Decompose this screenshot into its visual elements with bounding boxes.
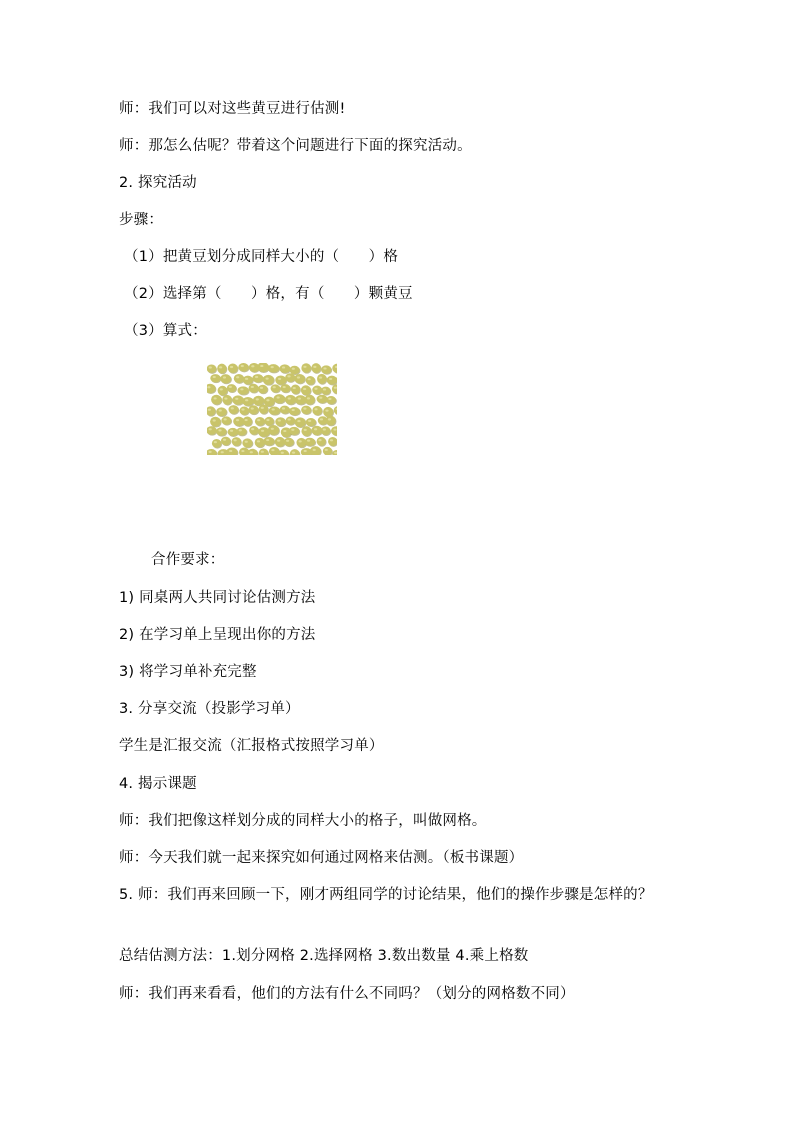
bean-highlight [229,450,232,452]
bean-highlight [214,441,217,443]
soybean [295,417,306,427]
soybean [249,426,258,435]
bean-highlight [271,366,274,368]
bean-highlight [293,387,296,389]
soybean [258,427,270,437]
bean-highlight [209,428,212,430]
soybean [275,437,285,447]
soybean [285,373,295,382]
bean-highlight [241,450,244,452]
soybean [216,427,227,435]
soybean [220,374,231,383]
bean-highlight [260,387,263,389]
bean-highlight [230,366,233,368]
soybean [212,439,221,448]
bean-highlight [299,440,302,442]
soybean [216,407,227,416]
soybean [242,397,253,406]
paragraph-grid-definition: 师：我们把像这样划分成的同样大小的格子，叫做网格。 [119,813,487,829]
soybean [280,384,290,392]
soybean [294,374,305,383]
bean-highlight [219,409,222,411]
soybean [310,446,321,455]
bean-highlight [291,429,294,431]
bean-highlight [314,408,317,410]
bean-highlight [304,450,307,452]
soybean [207,364,216,372]
soybean [280,406,290,414]
bean-highlight [333,428,336,430]
soybean [268,364,279,372]
bean-highlight [245,399,248,401]
bean-highlight [318,439,321,441]
bean-highlight [298,398,301,400]
soybean [239,407,248,415]
bean-highlight [266,439,269,441]
soybean [321,426,330,435]
soybean [289,407,300,415]
soybean [236,427,246,435]
bean-highlight [213,376,216,378]
soybean [311,426,322,435]
paragraph-teacher-how: 师：那怎么估呢？带着这个问题进行下面的探究活动。 [119,138,472,154]
soybean [243,376,253,385]
soybean [301,406,311,414]
soybean [311,363,320,373]
bean-highlight [261,451,264,453]
bean-highlight [266,419,269,421]
bean-highlight [224,418,227,420]
soybean [242,438,252,447]
bean-highlight [323,428,326,430]
bean-highlight [208,409,211,411]
bean-highlight [257,440,260,442]
soybean [222,395,231,405]
soybean [249,384,259,393]
bean-highlight [288,418,291,420]
soybean [232,395,243,404]
bean-highlight [320,418,323,420]
bean-highlight [209,366,212,368]
bean-highlight [278,419,281,421]
bean-highlight [334,387,337,389]
soybean [263,437,274,446]
soybean [221,416,231,424]
bean-highlight [282,407,285,409]
bean-highlight [256,398,259,400]
bean-highlight [230,430,233,432]
soybean [275,375,286,384]
soybean [258,385,268,394]
bean-highlight [297,420,300,422]
bean-highlight [287,375,290,377]
bean-highlight [286,440,289,442]
bean-highlight [220,388,223,390]
bean-highlight [303,388,306,390]
bean-highlight [213,419,216,421]
bean-highlight [271,449,274,451]
bean-highlight [304,429,307,431]
step-3: （3）算式： [124,323,207,339]
soybean [326,396,336,404]
soybean [255,417,265,426]
bean-highlight [223,376,226,378]
bean-highlight [313,366,316,368]
soybean [211,395,221,405]
bean-highlight [325,449,328,451]
soybean [217,364,226,374]
bean-highlight [323,367,326,369]
bean-highlight [277,439,280,441]
bean-highlight [236,376,239,378]
soybean [326,416,336,426]
bean-highlight [308,378,311,380]
bean-highlight [271,428,274,430]
soybean [227,384,236,392]
requirement-3: 3) 将学习单补充完整 [119,664,257,680]
bean-highlight [277,396,280,398]
soybean [323,407,333,417]
bean-highlight [251,428,254,430]
bean-highlight [241,365,244,367]
soybean [210,417,221,427]
soybean [285,395,296,405]
section-heading-topic: 4. 揭示课题 [119,776,197,792]
bean-highlight [297,376,300,378]
soybean [259,404,268,413]
soybeans-photo [207,363,337,455]
soybean [218,386,228,396]
steps-label: 步骤： [119,212,164,228]
soybean [301,385,311,395]
bean-highlight [303,408,306,410]
bean-highlight [292,452,295,454]
soybean [306,418,316,426]
soybean [263,375,274,385]
bean-highlight [281,452,284,454]
bean-highlight [288,397,291,399]
bean-highlight [251,407,254,409]
bean-highlight [251,365,254,367]
bean-highlight [219,366,222,368]
step-2: （2）选择第（ ）格，有（ ）颗黄豆 [124,286,413,302]
soybean [312,386,322,395]
bean-highlight [223,439,226,441]
paragraph-today-topic: 师：今天我们就一起来探究如何通过网格来估测。（板书课题） [119,850,524,866]
soybean [252,374,263,382]
bean-highlight [241,408,244,410]
bean-highlight [245,419,248,421]
soybean [284,438,294,446]
soybean [269,447,279,455]
soybean [275,417,285,426]
bean-highlight [245,441,248,443]
bean-highlight [266,377,269,379]
bean-highlight [229,386,232,388]
bean-highlight [328,418,331,420]
bean-highlight [224,397,227,399]
soybean [243,417,253,426]
soybean [291,384,300,394]
bean-highlight [236,419,239,421]
bean-highlight [319,397,322,399]
soybean [232,437,241,446]
bean-highlight [283,386,286,388]
soybean [317,395,328,403]
bean-highlight [250,451,253,453]
bean-highlight [261,407,264,409]
soybean [255,438,265,447]
soybean [228,363,238,373]
bean-highlight [292,368,295,370]
soybean [332,384,337,393]
bean-highlight [308,420,311,422]
soybean [234,374,244,383]
soybean [317,374,326,384]
soybean [289,427,300,435]
bean-highlight [307,397,310,399]
bean-highlight [278,378,281,380]
soybean [334,406,337,414]
soybean [271,384,281,392]
soybean [207,449,217,455]
soybean [274,394,286,403]
section-heading-review: 5. 师：我们再来回顾一下，刚才两组同学的讨论结果，他们的操作步骤是怎样的？ [119,887,653,903]
soybean [304,395,314,405]
soybean [289,366,299,374]
soybean [312,406,322,415]
bean-highlight [323,388,326,390]
soybean [269,407,280,415]
soybean [331,426,337,435]
paragraph-difference: 师：我们再来看看，他们的方法有什么不同吗？（划分的网格数不同） [119,986,575,1002]
bean-highlight [272,408,275,410]
paragraph-student-report: 学生是汇报交流（汇报格式按照学习单） [119,738,384,754]
bean-highlight [239,429,242,431]
soybean [253,396,264,406]
soybean [301,363,311,373]
soybean [295,395,306,404]
paragraph-summary-method: 总结估测方法：1.划分网格 2.选择网格 3.数出数量 4.乘上格数 [119,948,529,964]
soybean [327,376,337,385]
soybean [328,437,337,446]
bean-highlight [214,397,217,399]
bean-highlight [221,451,224,453]
bean-highlight [314,428,317,430]
section-heading-share: 3. 分享交流（投影学习单） [119,701,300,717]
bean-highlight [328,398,331,400]
soybeans-image [207,363,337,455]
bean-highlight [257,419,260,421]
soybean [228,405,238,414]
soybean [323,447,332,455]
bean-highlight [273,386,276,388]
bean-highlight [231,407,234,409]
soybean [264,417,273,426]
soybean [221,437,231,446]
bean-highlight [319,377,322,379]
bean-highlight [208,451,211,453]
soybean [321,365,331,373]
bean-highlight [260,365,263,367]
bean-highlight [292,409,295,411]
soybean [317,437,326,446]
bean-highlight [314,388,317,390]
bean-highlight [329,378,332,380]
bean-highlight [283,430,286,432]
soybean [279,364,290,373]
bean-highlight [207,386,210,388]
soybean [268,425,279,435]
step-1: （1）把黄豆划分成同样大小的（ ）格 [124,249,399,265]
requirement-1: 1) 同桌两人共同讨论估测方法 [119,590,316,606]
bean-highlight [261,430,264,432]
soybean [210,374,220,382]
bean-highlight [330,439,333,441]
soybean [332,364,337,373]
bean-highlight [234,439,237,441]
soybean [321,387,330,395]
soybean [237,386,248,394]
soybean [301,426,311,436]
bean-highlight [235,398,238,400]
bean-highlight [313,449,316,451]
section-heading-explore: 2. 探究活动 [119,175,197,191]
cooperation-requirements-label: 合作要求： [151,552,225,568]
bean-highlight [240,388,243,390]
bean-highlight [251,386,254,388]
requirement-2: 2) 在学习单上呈现出你的方法 [119,627,316,643]
bean-highlight [255,376,258,378]
bean-highlight [266,399,269,401]
soybean [286,417,295,425]
soybean [228,428,238,436]
paragraph-teacher-estimate: 师：我们可以对这些黄豆进行估测! [119,101,346,117]
soybean [248,405,258,414]
soybean [304,438,315,446]
soybean [238,363,248,371]
bean-highlight [325,410,328,412]
bean-highlight [282,366,285,368]
bean-highlight [303,366,306,368]
bean-highlight [218,429,221,431]
bean-highlight [307,440,310,442]
bean-highlight [245,378,248,380]
soybean [306,376,315,385]
